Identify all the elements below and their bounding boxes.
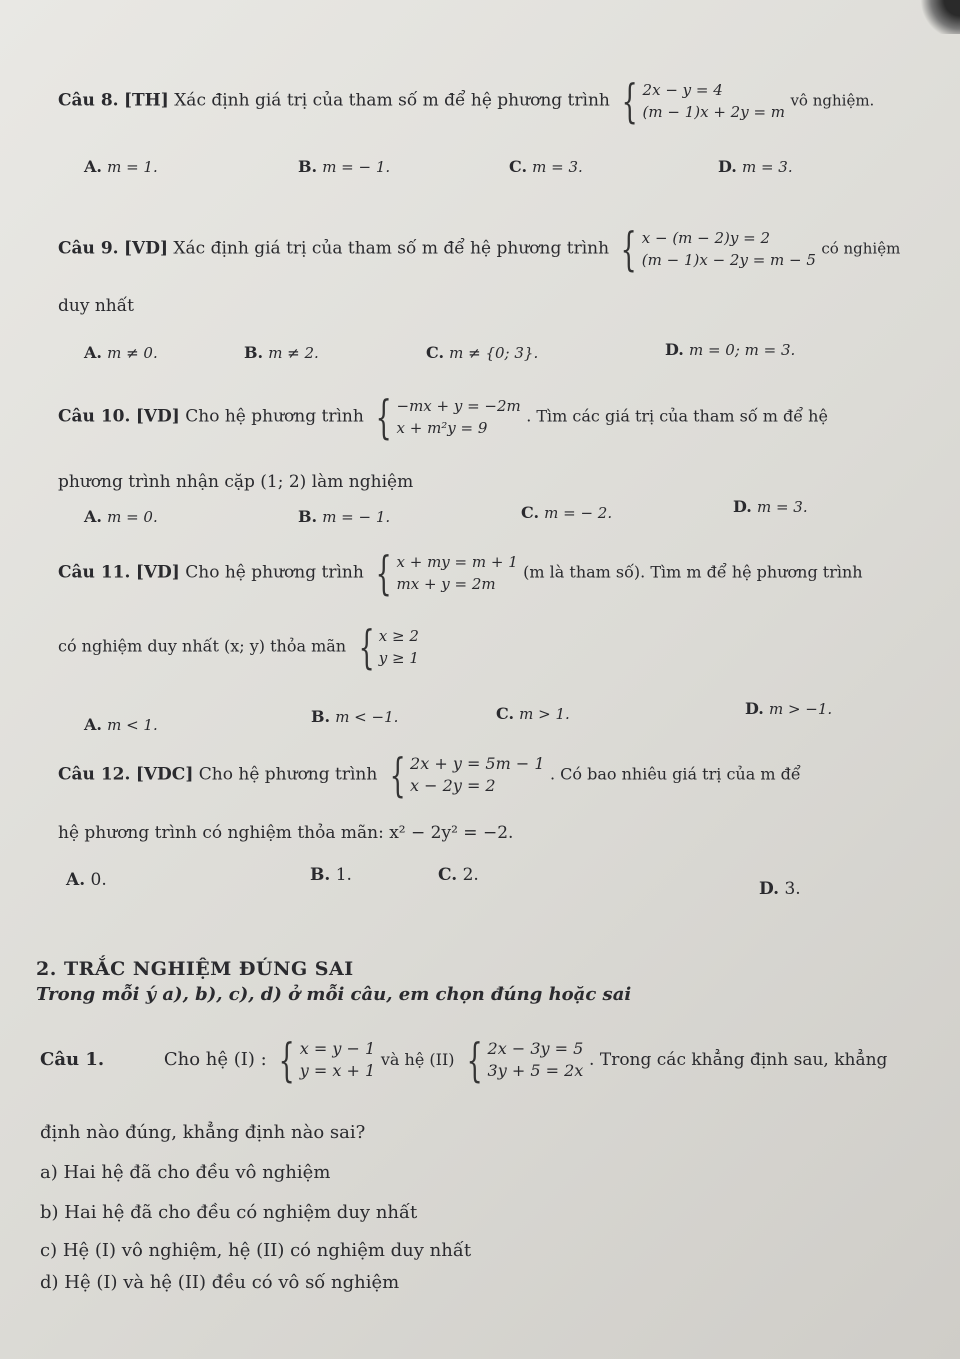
question-10-tail: . Tìm các giá trị của tham số m để hệ (526, 406, 828, 426)
q9-option-c[interactable] (426, 343, 538, 362)
option-value: m = 3. (532, 158, 583, 176)
option-label: D. (759, 879, 780, 899)
system-equation: x − 2y = 2 (410, 776, 496, 795)
question-9 (58, 222, 901, 276)
system-equation: x − (m − 2)y = 2 (641, 229, 771, 247)
option-label: C. (496, 704, 515, 723)
system-II: { 2x − 3y = 5 3y + 5 = 2x (466, 1033, 584, 1087)
question-11-system: { x + my = m + 1 mx + y = 2m (375, 546, 518, 600)
condition-row: y ≥ 1 (378, 649, 419, 667)
q9-option-b[interactable] (244, 343, 319, 362)
tf-question-1-tail: . Trong các khẳng định sau, khẳng (589, 1050, 888, 1070)
system-equation: x = y − 1 (299, 1039, 376, 1058)
question-8-tag: [TH] (123, 90, 169, 111)
question-10 (58, 390, 828, 444)
question-10-system: { −mx + y = −2m x + m²y = 9 (375, 390, 521, 444)
option-label: B. (244, 343, 264, 362)
q8-option-b[interactable] (298, 157, 390, 176)
q9-option-a[interactable] (84, 343, 158, 362)
question-10-tag: [VD] (135, 406, 180, 427)
question-12-tail: . Có bao nhiêu giá trị của m để (549, 764, 801, 784)
option-value: m = 3. (756, 498, 808, 516)
option-label: D. (665, 340, 684, 359)
q11-option-a[interactable] (84, 715, 158, 734)
question-8-tail: vô nghiệm. (790, 91, 875, 110)
q11-option-b[interactable] (311, 707, 398, 726)
option-label: C. (521, 503, 540, 522)
option-value: 0. (90, 870, 107, 890)
option-label: A. (84, 343, 102, 362)
option-label: B. (298, 157, 318, 176)
question-11-line2: có nghiệm duy nhất (x; y) thỏa mãn (58, 636, 347, 656)
option-value: m ≠ 0. (107, 344, 158, 362)
q10-option-a[interactable] (84, 507, 158, 526)
option-label: C. (426, 343, 445, 362)
question-12-system: { 2x + y = 5m − 1 x − 2y = 2 (389, 748, 545, 802)
option-value: m = − 1. (322, 508, 391, 526)
option-label: B. (298, 507, 318, 526)
option-value: m = 3. (741, 158, 793, 176)
tf-question-1-text: Cho hệ (I) : (163, 1049, 267, 1070)
question-9-tail: có nghiệm (821, 239, 901, 258)
system-equation: 2x + y = 5m − 1 (410, 754, 545, 773)
system-equation: x + m²y = 9 (396, 419, 488, 437)
option-value: m < 1. (107, 716, 158, 734)
option-value: 2. (462, 865, 479, 885)
q11-option-c[interactable] (496, 704, 570, 723)
tf-statement-d[interactable]: d) Hệ (I) và hệ (II) đều có vô số nghiệm (40, 1272, 400, 1293)
question-9-line2: duy nhất (58, 296, 134, 316)
question-8 (58, 74, 875, 128)
tf-statement-b[interactable]: b) Hai hệ đã cho đều có nghiệm duy nhất (40, 1202, 418, 1223)
page-corner-shadow (920, 0, 960, 34)
q8-option-d[interactable] (718, 157, 793, 176)
option-value: m ≠ {0; 3}. (449, 344, 539, 362)
system-equation: x + my = m + 1 (396, 553, 518, 571)
system-equation: (m − 1)x − 2y = m − 5 (641, 251, 816, 269)
option-value: m = 0; m = 3. (688, 341, 796, 359)
option-label: A. (66, 870, 86, 890)
option-value: m = 1. (107, 158, 158, 176)
option-label: C. (438, 865, 458, 885)
q10-option-d[interactable] (733, 497, 808, 516)
question-8-label: Câu 8. (58, 90, 119, 111)
question-12-label: Câu 12. (58, 764, 131, 785)
q11-option-d[interactable] (745, 699, 832, 718)
option-value: m = 0. (107, 508, 158, 526)
system-equation: 3y + 5 = 2x (487, 1061, 584, 1080)
option-label: D. (745, 699, 764, 718)
question-11 (58, 546, 863, 600)
option-label: A. (84, 715, 102, 734)
option-value: m > −1. (768, 700, 833, 718)
question-10-line2: phương trình nhận cặp (1; 2) làm nghiệm (58, 472, 414, 492)
q10-option-c[interactable] (521, 503, 612, 522)
option-label: A. (84, 507, 102, 526)
q12-option-c[interactable] (438, 865, 479, 885)
system-equation: y = x + 1 (299, 1061, 376, 1080)
question-11-label: Câu 11. (58, 562, 131, 583)
system-equation: 2x − y = 4 (642, 81, 723, 99)
question-11-tag: [VD] (135, 562, 180, 583)
question-9-label: Câu 9. (58, 238, 119, 259)
q12-option-b[interactable] (310, 865, 352, 885)
option-label: B. (311, 707, 331, 726)
system-equation: −mx + y = −2m (396, 397, 521, 415)
question-12 (58, 748, 801, 802)
q8-option-c[interactable] (509, 157, 583, 176)
question-11-line2-wrap (58, 620, 419, 674)
option-label: D. (733, 497, 752, 516)
tf-question-1-mid: và hệ (II) (380, 1050, 455, 1069)
q12-option-d[interactable] (759, 879, 801, 899)
section-2-title: 2. TRẮC NGHIỆM ĐÚNG SAI (36, 958, 354, 980)
question-11-tail: (m là tham số). Tìm m để hệ phương trình (523, 562, 863, 582)
question-9-text: Xác định giá trị của tham số m để hệ phương trình (173, 238, 610, 259)
tf-question-1-line2: định nào đúng, khẳng định nào sai? (40, 1122, 366, 1143)
tf-question-1 (40, 1033, 888, 1087)
question-12-tag: [VDC] (135, 764, 194, 785)
system-equation: mx + y = 2m (396, 575, 496, 593)
option-value: 3. (784, 879, 801, 899)
question-10-label: Câu 10. (58, 406, 131, 427)
option-label: C. (509, 157, 528, 176)
option-label: A. (84, 157, 102, 176)
question-9-system: { x − (m − 2)y = 2 (m − 1)x − 2y = m − 5 (621, 222, 816, 276)
tf-statement-a[interactable]: a) Hai hệ đã cho đều vô nghiệm (40, 1162, 331, 1183)
question-10-text: Cho hệ phương trình (185, 406, 364, 427)
option-value: m < −1. (335, 708, 399, 726)
question-12-line2: hệ phương trình có nghiệm thỏa mãn: x² − 2y² = −2. (58, 823, 514, 843)
question-8-system: { 2x − y = 4 (m − 1)x + 2y = m (621, 74, 786, 128)
system-equation: 2x − 3y = 5 (487, 1039, 584, 1058)
q8-option-a[interactable] (84, 157, 158, 176)
system-I: { x = y − 1 y = x + 1 (279, 1033, 376, 1087)
condition-row: x ≥ 2 (378, 627, 419, 645)
question-11-condition: { x ≥ 2 y ≥ 1 (358, 620, 419, 674)
option-value: m = − 2. (544, 504, 613, 522)
question-12-text: Cho hệ phương trình (198, 764, 378, 785)
section-2-instruction: Trong mỗi ý a), b), c), d) ở mỗi câu, em chọn đúng hoặc sai (36, 984, 632, 1005)
option-value: m > 1. (519, 705, 570, 723)
option-value: m ≠ 2. (268, 344, 319, 362)
q9-option-d[interactable] (665, 340, 795, 359)
tf-question-1-label: Câu 1. (40, 1049, 105, 1070)
option-value: 1. (335, 865, 352, 885)
q10-option-b[interactable] (298, 507, 390, 526)
q12-option-a[interactable] (66, 870, 107, 890)
system-equation: (m − 1)x + 2y = m (642, 103, 786, 121)
tf-statement-c[interactable]: c) Hệ (I) vô nghiệm, hệ (II) có nghiệm duy nhất (40, 1240, 472, 1261)
option-value: m = − 1. (322, 158, 391, 176)
question-8-text: Xác định giá trị của tham số m để hệ phương trình (174, 90, 610, 111)
question-9-tag: [VD] (123, 238, 169, 259)
option-label: B. (310, 865, 331, 885)
question-11-text: Cho hệ phương trình (185, 562, 364, 583)
option-label: D. (718, 157, 737, 176)
